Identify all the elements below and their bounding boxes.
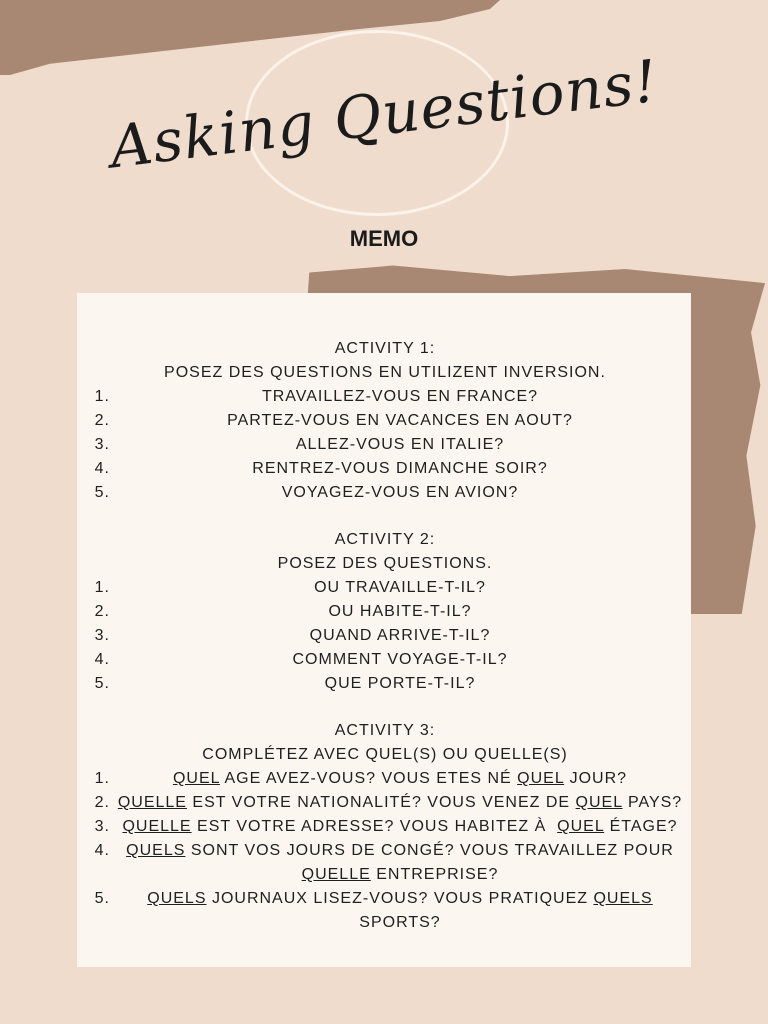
item-number: 1.	[94, 579, 110, 596]
list-item	[82, 481, 688, 505]
list-item	[82, 409, 688, 433]
item-text: PAYS?	[622, 794, 683, 811]
answer-word: QUEL	[172, 770, 220, 787]
list-item	[82, 433, 688, 457]
item-text: EST VOTRE NATIONALITÉ? VOUS VENEZ DE	[186, 794, 576, 811]
page-subtitle: MEMO	[349, 226, 419, 251]
item-text: ALLEZ-VOUS EN ITALIE?	[295, 436, 505, 453]
activity-heading: ACTIVITY 3:	[334, 722, 436, 739]
memo-content	[82, 337, 688, 935]
item-number: 2.	[94, 794, 110, 811]
answer-word: QUEL	[557, 818, 605, 835]
item-text: QUE PORTE-T-IL?	[324, 675, 476, 692]
item-text: JOUR?	[564, 770, 628, 787]
list-item	[82, 839, 688, 863]
item-number: 4.	[94, 460, 110, 477]
item-number: 5.	[94, 890, 110, 907]
item-number: 3.	[94, 436, 110, 453]
list-item	[82, 672, 688, 696]
item-text: SPORTS?	[359, 914, 441, 931]
activity-instruction: POSEZ DES QUESTIONS.	[277, 555, 493, 572]
list-item	[82, 600, 688, 624]
list-item	[82, 385, 688, 409]
answer-word: QUEL	[517, 770, 565, 787]
answer-word: QUELLE	[122, 818, 192, 835]
item-text: VOYAGEZ-VOUS EN AVION?	[281, 484, 519, 501]
activity-heading: ACTIVITY 2:	[334, 531, 436, 548]
item-number: 2.	[94, 412, 110, 429]
list-item	[82, 815, 688, 839]
item-number: 3.	[94, 818, 110, 835]
activity-instruction: COMPLÉTEZ AVEC QUEL(S) OU QUELLE(S)	[202, 746, 568, 763]
answer-word: QUELS	[126, 842, 186, 859]
list-item-continuation	[82, 863, 688, 887]
item-text: QUAND ARRIVE-T-IL?	[309, 627, 491, 644]
answer-word: QUELS	[147, 890, 207, 907]
item-text: ENTREPRISE?	[370, 866, 499, 883]
item-text: EST VOTRE ADRESSE? VOUS HABITEZ À	[191, 818, 558, 835]
answer-word: QUEL	[575, 794, 623, 811]
item-text: SONT VOS JOURS DE CONGÉ? VOUS TRAVAILLEZ POUR	[185, 842, 674, 859]
answer-word: QUELLE	[117, 794, 187, 811]
item-text: OU HABITE-T-IL?	[328, 603, 472, 620]
list-item	[82, 648, 688, 672]
item-number: 4.	[94, 842, 110, 859]
item-text: AGE AVEZ-VOUS? VOUS ETES NÉ	[219, 770, 518, 787]
item-text: PARTEZ-VOUS EN VACANCES EN AOUT?	[227, 412, 573, 429]
item-number: 4.	[94, 651, 110, 668]
item-text: TRAVAILLEZ-VOUS EN FRANCE?	[261, 388, 539, 405]
list-item	[82, 576, 688, 600]
activity-instruction: POSEZ DES QUESTIONS EN UTILIZENT INVERSION.	[164, 364, 606, 381]
list-item	[82, 767, 688, 791]
item-number: 1.	[94, 388, 110, 405]
activity-heading: ACTIVITY 1:	[334, 340, 436, 357]
item-text: COMMENT VOYAGE-T-IL?	[292, 651, 508, 668]
item-text: JOURNAUX LISEZ-VOUS? VOUS PRATIQUEZ	[206, 890, 594, 907]
list-item	[82, 457, 688, 481]
item-text: RENTREZ-VOUS DIMANCHE SOIR?	[252, 460, 548, 477]
item-number: 3.	[94, 627, 110, 644]
list-item-continuation	[82, 911, 688, 935]
list-item	[82, 791, 688, 815]
item-text: ÉTAGE?	[604, 818, 678, 835]
answer-word: QUELLE	[301, 866, 371, 883]
page-title: Asking Questions!	[106, 46, 662, 182]
item-number: 5.	[94, 675, 110, 692]
item-number: 5.	[94, 484, 110, 501]
answer-word: QUELS	[593, 890, 653, 907]
item-number: 2.	[94, 603, 110, 620]
item-number: 1.	[94, 770, 110, 787]
list-item	[82, 887, 688, 911]
list-item	[82, 624, 688, 648]
item-text: OU TRAVAILLE-T-IL?	[314, 579, 486, 596]
